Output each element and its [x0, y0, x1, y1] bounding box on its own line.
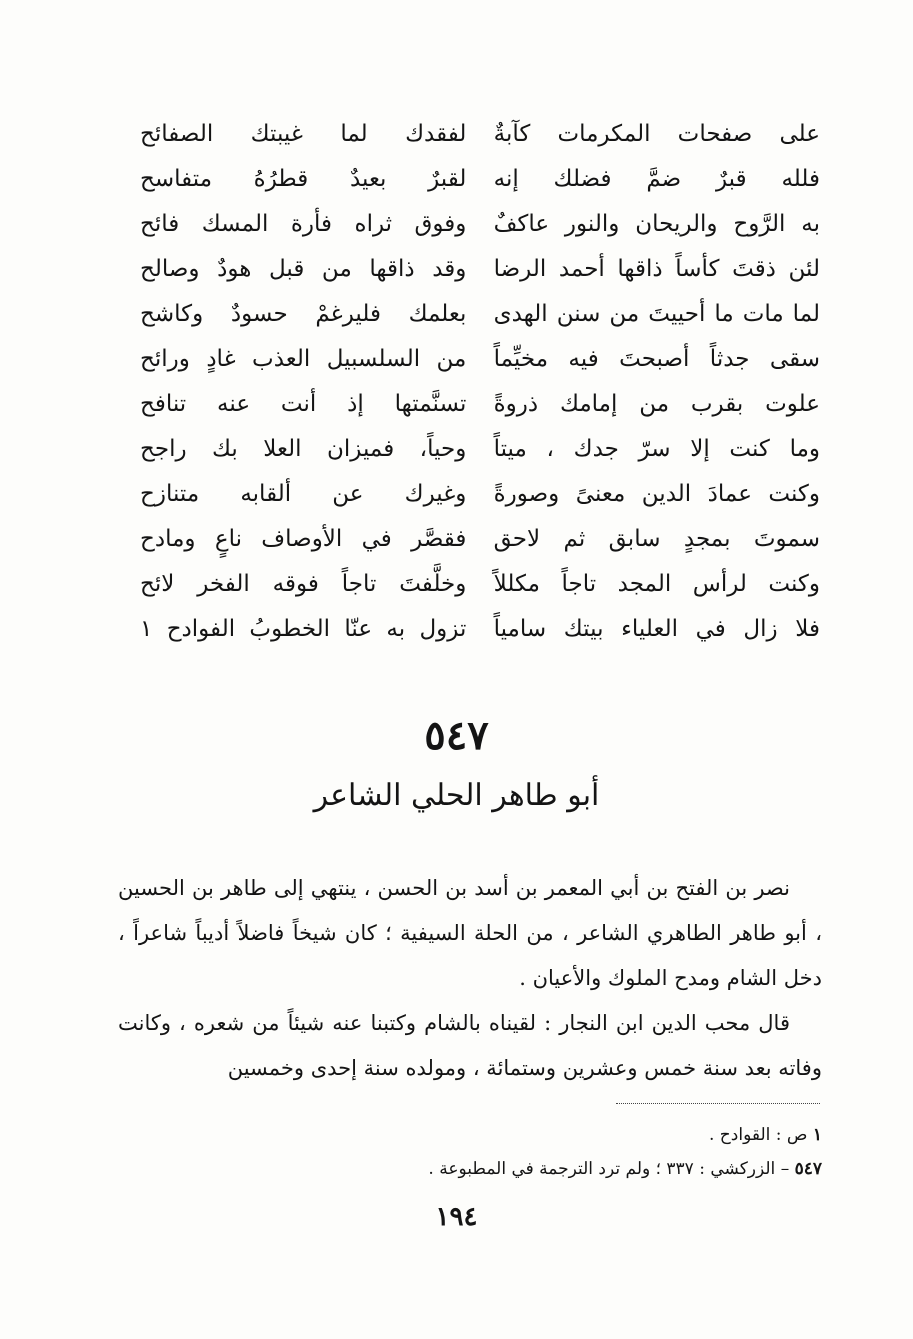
- biography-text: [118, 866, 822, 1091]
- poem-verse: [140, 292, 820, 337]
- verse-first-hemistich: على صفحات المكرمات كآبةٌ: [493, 121, 820, 147]
- poem-verse: [140, 562, 820, 607]
- verse-second-hemistich: من السلسبيل العذب غادٍ ورائح: [140, 346, 467, 372]
- entry-number: ٥٤٧: [424, 712, 489, 759]
- verse-second-hemistich: تزول به عنّا الخطوبُ الفوادح ١: [140, 616, 467, 642]
- verse-first-hemistich: لئن ذقتَ كأساً ذاقها أحمد الرضا: [493, 256, 820, 282]
- poem-verse: [140, 337, 820, 382]
- poem-verse: [140, 607, 820, 652]
- footnote: [118, 1118, 822, 1152]
- poem-verse: [140, 382, 820, 427]
- poem-verse: [140, 472, 820, 517]
- verse-first-hemistich: سقى جدثاً أصبحتَ فيه مخيِّماً: [493, 346, 820, 372]
- verse-first-hemistich: وما كنت إلا سرّ جدك ، ميتاً: [493, 436, 820, 462]
- entry-title: أبو طاهر الحلي الشاعر: [313, 778, 600, 813]
- footnote-divider: [616, 1103, 820, 1104]
- page-number: ١٩٤: [435, 1202, 478, 1232]
- verse-second-hemistich: وحياً، فميزان العلا بك راجح: [140, 436, 467, 462]
- prose-paragraph: نصر بن الفتح بن أبي المعمر بن أسد بن الحسن ، ينتهي إلى طاهر بن الحسين ، أبو طاهر الطاهري الشاعر ، من الحلة السيفية ؛ كان شيخاً فاضلاً أديباً شاعراً ، دخل الشام ومدح الملوك والأعيان .: [118, 876, 822, 990]
- verse-second-hemistich: فقصَّر في الأوصاف ناعٍ ومادح: [140, 526, 467, 552]
- verse-second-hemistich: تسنَّمتها إذ أنت عنه تنافح: [140, 391, 467, 417]
- verse-second-hemistich: وغيرك عن ألقابه متنازح: [140, 481, 467, 507]
- verse-first-hemistich: علوت بقرب من إمامك ذروةً: [493, 391, 820, 417]
- verse-second-hemistich: لفقدك لما غيبتك الصفائح: [140, 121, 467, 147]
- footnote-marker: ١: [812, 1125, 822, 1145]
- verse-first-hemistich: سموتَ بمجدٍ سابق ثم لاحق: [493, 526, 820, 552]
- poem-verse: [140, 112, 820, 157]
- footnote-marker: ٥٤٧: [794, 1159, 822, 1179]
- poem: [140, 112, 820, 652]
- poem-verse: [140, 157, 820, 202]
- verse-second-hemistich: بعلمك فليرغمْ حسودٌ وكاشح: [140, 301, 467, 327]
- poem-verse: [140, 427, 820, 472]
- poem-verse: [140, 202, 820, 247]
- poem-verse: [140, 517, 820, 562]
- verse-second-hemistich: لقبرٌ بعيدٌ قطرُهُ متفاسح: [140, 166, 467, 192]
- verse-first-hemistich: وكنت عمادَ الدين معنىً وصورةً: [493, 481, 820, 507]
- footnote-text: – الزركشي : ٣٣٧ ؛ ولم ترد الترجمة في المطبوعة .: [428, 1159, 790, 1179]
- prose-paragraph: قال محب الدين ابن النجار : لقيناه بالشام وكتبنا عنه شيئاً من شعره ، وكانت وفاته بعد سنة خمس وعشرين وستمائة ، ومولده سنة إحدى وخمسين: [118, 1011, 822, 1080]
- verse-first-hemistich: به الرَّوح والريحان والنور عاكفٌ: [493, 211, 820, 237]
- verse-first-hemistich: وكنت لرأس المجد تاجاً مكللاً: [493, 571, 820, 597]
- footnotes: [118, 1118, 822, 1186]
- verse-first-hemistich: فلله قبرٌ ضمَّ فضلك إنه: [493, 166, 820, 192]
- verse-second-hemistich: وفوق ثراه فأرة المسك فائح: [140, 211, 467, 237]
- verse-first-hemistich: لما مات ما أحييتَ من سنن الهدى: [493, 301, 820, 327]
- footnote-text: ص : القوادح .: [709, 1125, 808, 1145]
- verse-second-hemistich: وقد ذاقها من قبل هودٌ وصالح: [140, 256, 467, 282]
- footnote: [118, 1152, 822, 1186]
- verse-second-hemistich: وخلَّفتَ تاجاً فوقه الفخر لائح: [140, 571, 467, 597]
- poem-verse: [140, 247, 820, 292]
- verse-first-hemistich: فلا زال في العلياء بيتك سامياً: [493, 616, 820, 642]
